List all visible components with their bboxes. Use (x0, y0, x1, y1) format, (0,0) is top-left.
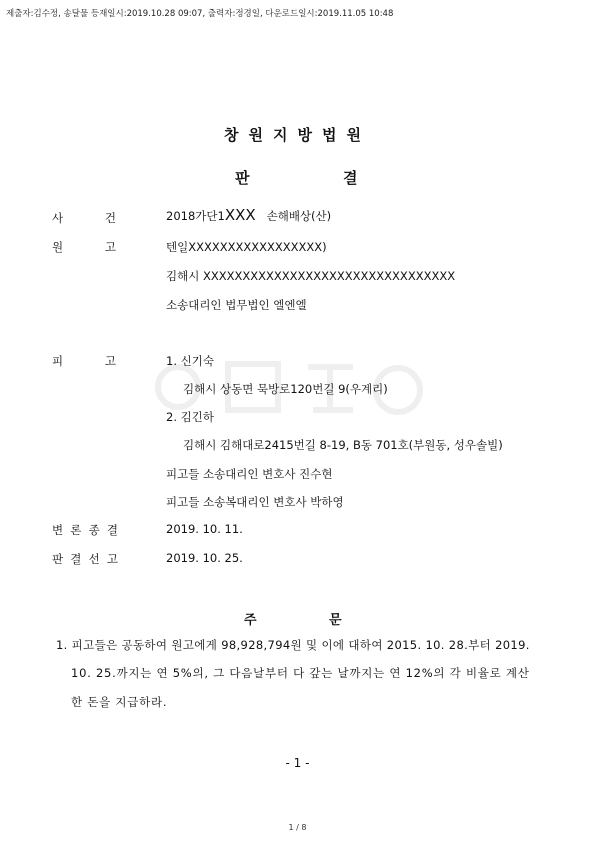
defendant-label: 피 고 (52, 354, 116, 368)
case-value (166, 206, 331, 224)
court-name: 창원지방법원 (224, 126, 371, 144)
plaintiff-address: 김해시 XXXXXXXXXXXXXXXXXXXXXXXXXXXXXXXX (166, 269, 456, 283)
defendant-2-address: 김해시 김해대로2415번길 8-19, B동 701호(부원동, 성우솔빌) (183, 438, 503, 452)
page-number: - 1 - (285, 756, 310, 770)
case-label: 사 건 (52, 211, 116, 225)
order-heading-right: 문 (329, 613, 342, 628)
doc-title-left: 판 (235, 169, 250, 187)
judgment-date-label: 판 결 선 고 (52, 552, 118, 566)
order-line-1: 1. 피고들은 공동하여 원고에게 98,928,794원 및 이에 대하여 2015. 10. 28.부터 2019. (56, 638, 530, 652)
defendant-2-name: 2. 김긴하 (166, 410, 214, 424)
case-name: 손해배상(산) (266, 209, 332, 223)
case-number-masked: XXX (224, 206, 256, 224)
order-heading-left: 주 (244, 613, 257, 628)
defendant-counsel: 피고들 소송대리인 변호사 진수현 (166, 467, 333, 481)
order-line-2: 10. 25.까지는 연 5%의, 그 다음날부터 다 갚는 날까지는 연 12%의 각 비율로 계산 (71, 666, 530, 680)
defendant-1-address: 김해시 상동면 묵방로120번길 9(우계리) (183, 382, 388, 396)
plaintiff-name: 텐일XXXXXXXXXXXXXXXXX) (166, 240, 327, 254)
plaintiff-counsel: 소송대리인 법무법인 엘엔엘 (166, 298, 307, 312)
defendant-1-name: 1. 신기숙 (166, 354, 214, 368)
download-metadata: 제출자:김수정, 송달물 등재일시:2019.10.28 09:07, 출력자:정경일, 다운로드일시:2019.11.05 10:48 (6, 9, 394, 19)
judgment-date: 2019. 10. 25. (166, 551, 243, 565)
order-line-3: 한 돈을 지급하라. (71, 695, 168, 709)
page-count: 1 / 8 (288, 823, 307, 832)
case-number: 2018가단1 (166, 209, 225, 223)
doc-title-right: 결 (343, 169, 358, 187)
defendant-sub-counsel: 피고들 소송복대리인 변호사 박하영 (166, 495, 344, 509)
argument-end-label: 변 론 종 결 (52, 523, 118, 537)
argument-end-date: 2019. 10. 11. (166, 522, 243, 536)
plaintiff-label: 원 고 (52, 240, 116, 254)
